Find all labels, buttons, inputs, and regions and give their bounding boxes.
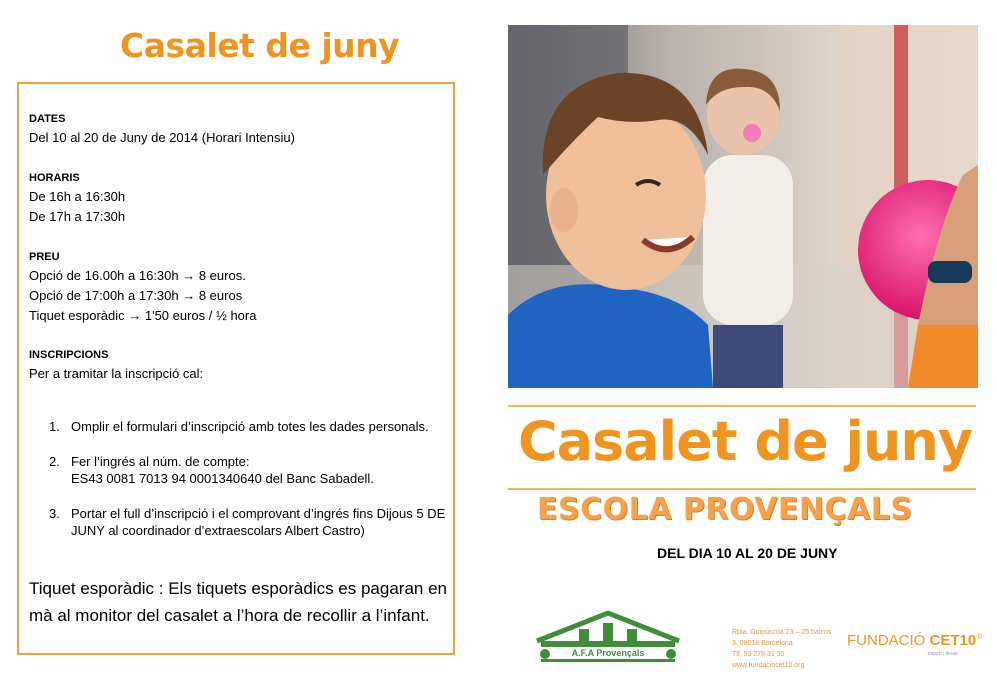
horari-2: De 17h a 17:30h (29, 209, 126, 224)
fundacio-logo-brand: CET10 (929, 632, 977, 649)
divider-bottom (508, 488, 976, 490)
step-number: 2. (49, 454, 60, 469)
fundacio-logo-sub: esport i lleure (928, 651, 959, 657)
dates-banner: DEL DIA 10 AL 20 DE JUNY (657, 545, 838, 561)
note-line: mà al monitor del casalet a l’hora de recollir a l’infant. (29, 606, 430, 625)
step-line: JUNY al coordinador d’extraescolars Albert Castro) (71, 523, 365, 538)
kids-photo (508, 25, 978, 388)
dates-text: Del 10 al 20 de Juny de 2014 (Horari Intensiu) (29, 130, 295, 145)
step-line: Fer l’ingrés al núm. de compte: (71, 454, 250, 469)
preu-heading: PREU (29, 251, 60, 263)
address-block (732, 627, 831, 671)
step-number: 1. (49, 419, 60, 434)
step-line: ES43 0081 7013 94 0001340640 del Banc Sabadell. (71, 471, 374, 486)
horari-1: De 16h a 16:30h (29, 189, 126, 204)
afa-logo-text: A.F.A Provençals (571, 648, 645, 658)
step-number: 3. (49, 506, 60, 521)
kids-photo-drawing (508, 25, 978, 388)
house-icon (531, 605, 685, 671)
divider-top (508, 405, 976, 407)
main-title: Casalet de juny (518, 410, 973, 473)
dates-heading: DATES (29, 113, 66, 125)
left-title: Casalet de juny (120, 26, 400, 65)
info-box (17, 82, 455, 655)
step-line: Portar el full d’inscripció i el comprovant d’ingrés fins Dijous 5 DE (71, 506, 446, 521)
address-line: Tlf. 93 278 31 35 (732, 651, 785, 658)
fundacio-logo: FUNDACIÓ CET10® (847, 632, 983, 649)
preu-1: Opció de 16.00h a 16:30h → 8 euros. (29, 268, 246, 283)
fundacio-logo-text: FUNDACIÓ (847, 632, 930, 649)
preu-2: Opció de 17:00h a 17:30h → 8 euros (29, 288, 243, 303)
address-line: Rbla. Guipúscoa 23 – 25 baixos (732, 629, 832, 636)
address-line: www.fundaciocet10.org (732, 662, 805, 669)
inscripcions-intro: Per a tramitar la inscripció cal: (29, 366, 204, 381)
step-line: Omplir el formulari d’inscripció amb totes les dades personals. (71, 419, 429, 434)
horaris-heading: HORARIS (29, 172, 80, 184)
address-line: 3, 08018 Barcelona (732, 640, 793, 647)
note-line: Tiquet esporàdic : Els tiquets esporàdics es pagaran en (29, 579, 448, 598)
school-name: ESCOLA PROVENÇALS (537, 492, 913, 527)
afa-logo (531, 605, 685, 671)
preu-3: Tiquet esporàdic → 1'50 euros / ½ hora (29, 308, 257, 323)
inscripcions-heading: INSCRIPCIONS (29, 349, 109, 361)
